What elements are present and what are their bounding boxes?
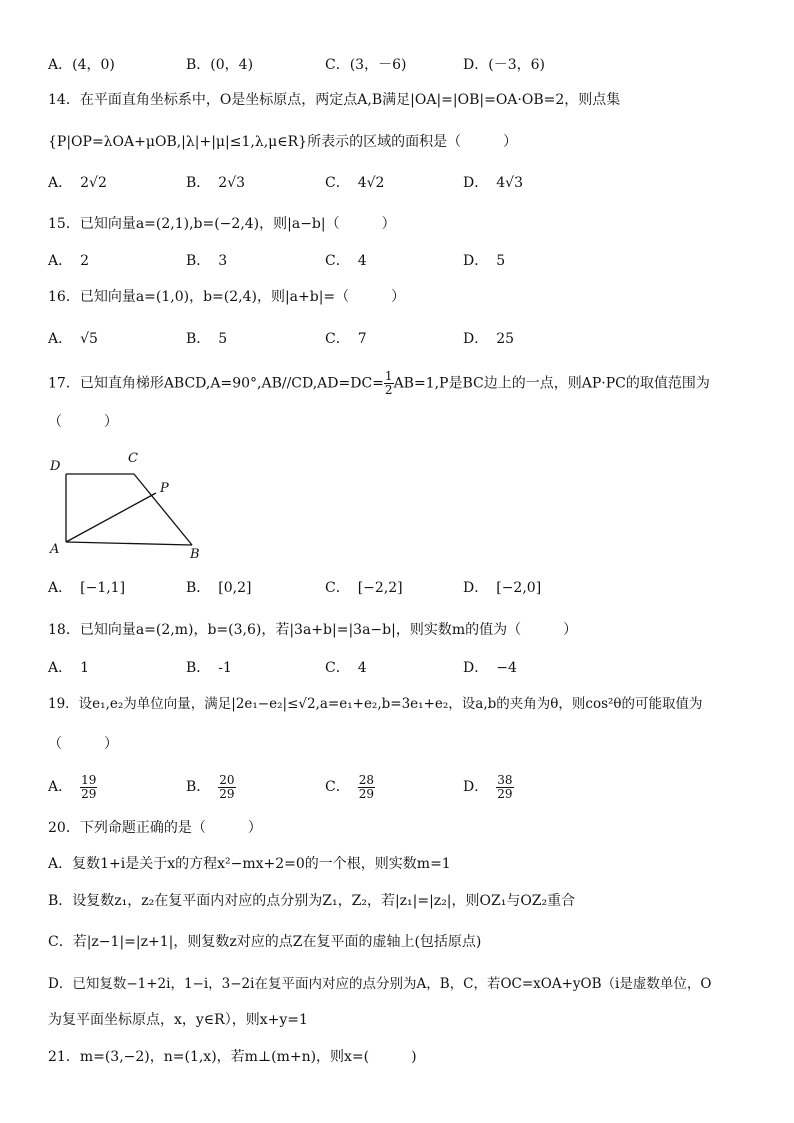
q20-option-b[interactable]: B．设复数z₁，z₂在复平面内对应的点分别为Z₁，Z₂，若|z₁|=|z₂|，则OZ₁与OZ₂重合 [48, 893, 576, 909]
fraction-denominator: 29 [219, 786, 235, 801]
q13-option-d[interactable] [463, 54, 545, 76]
fraction-numerator: 19 [81, 772, 97, 787]
q17-stem-after: AB=1,P是BC边上的一点，则AP·PC的取值范围为 [393, 375, 710, 392]
option-fraction [358, 774, 375, 801]
q19-stem-line2: （ ） [48, 736, 118, 752]
option-letter: D． [463, 580, 489, 596]
fraction-denominator: 29 [358, 786, 374, 801]
option-value: [0,2] [218, 580, 252, 596]
option-value: 2 [80, 253, 90, 269]
option-letter: D． [463, 57, 489, 73]
option-value: 4√2 [357, 175, 385, 191]
option-letter: D． [463, 660, 489, 676]
q16-options [48, 328, 748, 350]
option-value: -1 [218, 660, 232, 676]
q14-options [48, 172, 748, 194]
q16-option-d[interactable] [463, 328, 514, 350]
q19-option-a[interactable] [48, 770, 97, 804]
option-value: (4，0) [72, 57, 115, 73]
q16-option-a[interactable] [48, 328, 98, 350]
q20-option-a[interactable]: A．复数1+i是关于x的方程x²−mx+2=0的一个根，则实数m=1 [48, 856, 451, 872]
fraction-denominator: 29 [497, 786, 513, 801]
q17-option-c[interactable] [325, 577, 403, 599]
option-letter: A． [48, 57, 73, 73]
fraction-numerator: 1 [384, 369, 393, 383]
option-fraction [218, 774, 235, 801]
q21-stem: 21．m=(3,−2)，n=(1,x)，若m⊥(m+n)，则x=( ) [48, 1049, 417, 1065]
q14-option-b[interactable] [186, 172, 245, 194]
fraction-numerator: 20 [219, 772, 235, 787]
option-value: [−2,0] [496, 580, 542, 596]
q18-option-b[interactable] [186, 657, 232, 679]
option-letter: A． [48, 660, 73, 676]
option-letter: B． [186, 57, 211, 73]
q19-option-d[interactable] [463, 770, 514, 804]
q17-stem-line2: （ ） [48, 414, 118, 430]
q17-option-d[interactable] [463, 577, 541, 599]
q17-trapezoid-figure [44, 448, 214, 564]
q19-option-b[interactable] [186, 770, 236, 804]
option-letter: A． [48, 331, 73, 347]
option-value: (0，4) [210, 57, 254, 73]
q18-option-d[interactable] [463, 657, 517, 679]
option-value: 7 [357, 331, 367, 347]
option-letter: B． [186, 660, 211, 676]
q19-stem: 19．设e₁,e₂为单位向量，满足|2e₁−e₂|≤√2,a=e₁+e₂,b=3e₁+e₂，设a,b的夹角为θ，则cos²θ的可能取值为 [48, 696, 703, 712]
option-fraction [80, 774, 97, 801]
q16-option-b[interactable] [186, 328, 227, 350]
q17-fraction [384, 370, 394, 397]
q16-stem: 16．已知向量a=(1,0)，b=(2,4)，则|a+b|=（ ） [48, 289, 406, 305]
q14-option-a[interactable] [48, 172, 107, 194]
label-A: A [50, 542, 60, 557]
q17-options [48, 577, 748, 599]
q17-stem-before: 17．已知直角梯形ABCD,A=90°,AB//CD,AD=DC= [48, 375, 384, 392]
fraction-denominator: 2 [384, 383, 393, 397]
q20-stem: 20．下列命题正确的是（ ） [48, 820, 262, 836]
option-value: 25 [496, 331, 515, 347]
q18-stem: 18．已知向量a=(2,m)，b=(3,6)，若|3a+b|=|3a−b|，则实数m的值为（ ） [48, 622, 578, 638]
q20-option-d[interactable]: D．已知复数−1+2i，1−i，3−2i在复平面内对应的点分别为A，B，C，若OC=xOA+yOB（i是虚数单位，O [48, 976, 712, 992]
option-letter: C． [325, 660, 350, 676]
q18-options [48, 657, 748, 679]
option-letter: D． [463, 779, 489, 795]
option-value: √5 [80, 331, 98, 347]
q13-option-a[interactable] [48, 54, 115, 76]
q14-stem-line1: 14．在平面直角坐标系中，O是坐标原点，两定点A,B满足|OA|=|OB|=OA·OB=2，则点集 [48, 92, 621, 108]
option-value: 5 [496, 253, 506, 269]
option-value: 3 [218, 253, 228, 269]
option-letter: C． [325, 253, 350, 269]
option-value: 2√2 [80, 175, 107, 191]
option-fraction [496, 774, 513, 801]
option-value: [−2,2] [357, 580, 403, 596]
q14-option-c[interactable] [325, 172, 384, 194]
option-value: 2√3 [218, 175, 246, 191]
label-P: P [160, 481, 169, 496]
option-letter: B． [186, 331, 211, 347]
q15-option-d[interactable] [463, 250, 505, 272]
fraction-denominator: 29 [81, 786, 97, 801]
label-D: D [50, 459, 61, 474]
option-letter: C． [325, 175, 350, 191]
q14-stem-line2: {P|OP=λOA+μOB,|λ|+|μ|≤1,λ,μ∈R}所表示的区域的面积是（ ） [48, 134, 518, 150]
label-C: C [128, 451, 138, 466]
q15-options [48, 250, 748, 272]
option-letter: A． [48, 580, 73, 596]
q20-option-d-line2: 为复平面坐标原点，x，y∈R），则x+y=1 [48, 1012, 308, 1028]
q13-option-c[interactable] [325, 54, 406, 76]
option-value: (－3，6) [488, 57, 545, 73]
option-letter: C． [325, 779, 350, 795]
option-letter: B． [186, 253, 211, 269]
label-B: B [190, 547, 200, 562]
q17-option-a[interactable] [48, 577, 125, 599]
fraction-numerator: 28 [358, 772, 374, 787]
option-letter: C． [325, 580, 350, 596]
q14-option-d[interactable] [463, 172, 523, 194]
option-letter: C． [325, 57, 350, 73]
q15-option-b[interactable] [186, 250, 227, 272]
q18-option-c[interactable] [325, 657, 367, 679]
q15-option-a[interactable] [48, 250, 89, 272]
segment-AP [66, 493, 156, 542]
option-letter: A． [48, 175, 73, 191]
option-letter: D． [463, 253, 489, 269]
option-letter: B． [186, 580, 211, 596]
q19-options [48, 770, 748, 806]
q17-stem [48, 370, 754, 397]
q13-options [48, 54, 748, 76]
q18-option-a[interactable] [48, 657, 89, 679]
option-value: (3，－6) [349, 57, 407, 73]
option-letter: D． [463, 331, 489, 347]
segment-AB [66, 542, 192, 545]
option-letter: D． [463, 175, 489, 191]
option-letter: A． [48, 779, 73, 795]
q15-option-c[interactable] [325, 250, 367, 272]
q19-option-c[interactable] [325, 770, 375, 804]
q20-option-c[interactable]: C．若|z−1|=|z+1|，则复数z对应的点Z在复平面的虚轴上(包括原点) [48, 934, 482, 950]
option-letter: B． [186, 779, 211, 795]
fraction-numerator: 38 [497, 772, 513, 787]
option-value: −4 [496, 660, 517, 676]
q13-option-b[interactable] [186, 54, 253, 76]
option-value: 5 [218, 331, 228, 347]
option-value: 4√3 [496, 175, 523, 191]
option-value: [−1,1] [80, 580, 126, 596]
option-letter: C． [325, 331, 350, 347]
option-value: 1 [80, 660, 90, 676]
option-value: 4 [357, 253, 367, 269]
q17-option-b[interactable] [186, 577, 252, 599]
option-letter: A． [48, 253, 73, 269]
q15-stem: 15．已知向量a=(2,1),b=(−2,4)，则|a−b|（ ） [48, 216, 396, 232]
option-letter: B． [186, 175, 211, 191]
option-value: 4 [357, 660, 367, 676]
q16-option-c[interactable] [325, 328, 367, 350]
